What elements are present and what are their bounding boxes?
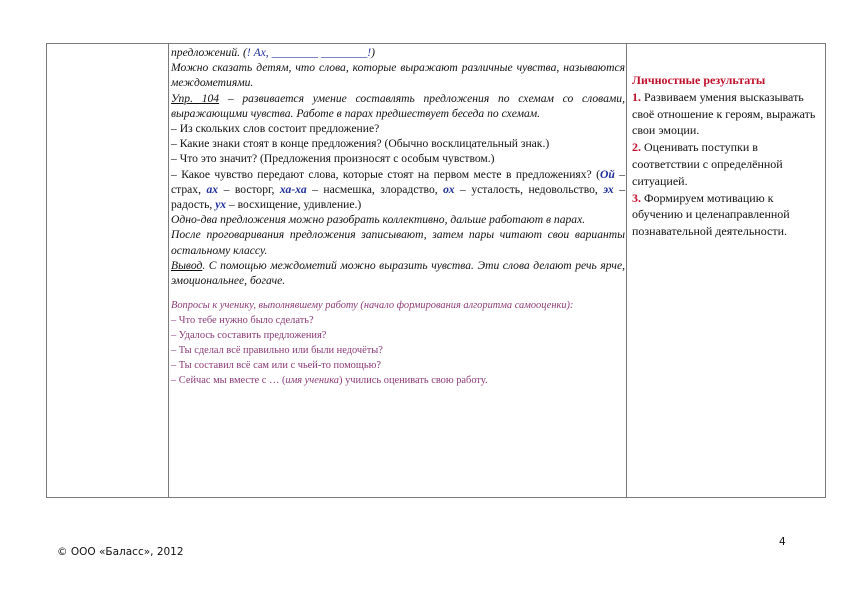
result-item-2: [632, 139, 824, 189]
text-fragment: – восхищение, удивление.): [226, 198, 362, 212]
self-assessment-question: – Ты составил всё сам или с чьей-то помощью?: [171, 360, 381, 372]
conclusion-paragraph: [171, 258, 625, 288]
text-fragment: ) учились оценивать свою работу.: [339, 375, 488, 387]
page-number: 4: [779, 536, 786, 548]
sentence-scheme-line: [171, 45, 625, 60]
result-text: Оценивать поступки в соответствии с определённой ситуацией.: [632, 140, 783, 188]
text-fragment: – насмешка, злорадство,: [306, 182, 444, 196]
interjection-word: ах: [206, 182, 219, 196]
question-4: [171, 167, 625, 213]
text-fragment: – страх,: [171, 167, 625, 196]
result-item-3: [632, 190, 824, 240]
exercise-reference: Упр. 104: [171, 91, 220, 105]
lesson-table: [46, 43, 826, 498]
copyright-footer: © ООО «Баласс», 2012: [57, 546, 184, 558]
question-1: – Из скольких слов состоит предложение?: [171, 122, 380, 136]
self-assessment-block: [171, 298, 625, 388]
text-fragment: – Сейчас мы вместе с … (: [171, 375, 286, 387]
reading-paragraph: После проговаривания предложения записывают, затем пары читают свои варианты остальному классу.: [171, 228, 625, 257]
text-fragment: – восторг,: [218, 182, 280, 196]
self-assessment-question: – Ты сделал всё правильно или были недочёты?: [171, 345, 383, 357]
interjection-word: ох: [443, 182, 455, 196]
lesson-content-cell: [171, 45, 625, 388]
exercise-text: – развивается умение составлять предложения по схемам со словами, выражающими чувства. Работе в парах предшествует беседа по схемам.: [171, 91, 626, 120]
personal-results-cell: [632, 72, 824, 240]
question-2: – Какие знаки стоят в конце предложения? (Обычно восклицательный знак.): [171, 137, 550, 151]
interjection-word: эх: [603, 182, 614, 196]
interjection-word: ух: [215, 198, 227, 212]
result-number: 1.: [632, 89, 641, 104]
question-3: – Что это значит? (Предложения произносят с особым чувством.): [171, 152, 495, 166]
result-number: 3.: [632, 190, 641, 205]
interjection-word: ха-ха: [279, 182, 307, 196]
column-divider-right: [626, 44, 627, 497]
result-number: 2.: [632, 140, 641, 155]
self-assessment-heading: Вопросы к ученику, выполнявшему работу (начало формирования алгоритма самооценки):: [171, 300, 574, 312]
scheme-example: ! Ах, ________ ________!: [246, 46, 372, 59]
text-fragment: имя ученика: [285, 375, 340, 387]
self-assessment-question: – Удалось составить предложения?: [171, 330, 327, 342]
text-fragment: ): [371, 46, 375, 59]
text-fragment: – радость,: [171, 182, 625, 212]
text-fragment: – Какое чувство передают слова, которые стоят на первом месте в предложениях? (: [171, 167, 600, 181]
result-text: Развиваем умения высказывать своё отношение к героям, выражать свои эмоции.: [632, 89, 816, 138]
conclusion-label: Вывод: [171, 258, 203, 272]
text-fragment: – усталость, недовольство,: [454, 182, 604, 196]
exercise-paragraph: [171, 91, 625, 121]
self-assessment-question: – Что тебе нужно было сделать?: [171, 315, 314, 327]
result-item-1: [632, 89, 824, 139]
pair-work-paragraph: Одно-два предложения можно разобрать коллективно, дальше работают в парах.: [171, 213, 586, 227]
interjection-definition: Можно сказать детям, что слова, которые выражают различные чувства, называются междометиями.: [171, 61, 625, 90]
conclusion-text: . С помощью междометий можно выразить чувства. Эти слова делают речь ярче, эмоциональнее, богаче.: [171, 258, 625, 288]
interjection-word: Ой: [599, 167, 615, 181]
text-fragment: предложений. (: [171, 46, 247, 59]
personal-results-title: Личностные результаты: [632, 73, 766, 87]
column-divider-left: [168, 44, 169, 497]
self-assessment-question: [171, 373, 625, 388]
result-text: Формируем мотивацию к обучению и целенаправленной познавательной деятельности.: [632, 190, 790, 239]
